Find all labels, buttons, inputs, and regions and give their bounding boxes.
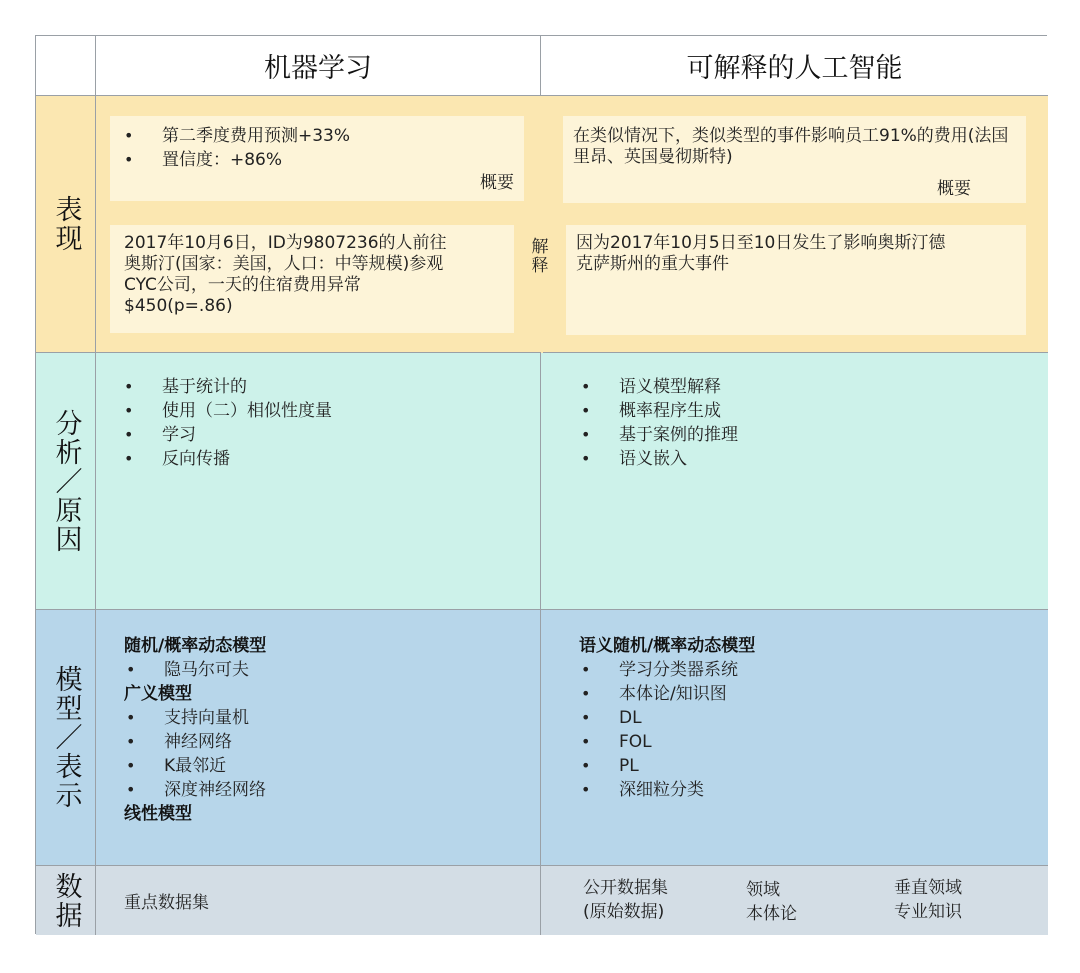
comparison-table	[35, 35, 1047, 934]
header-machine-learning	[96, 36, 541, 96]
xai-detail-box	[566, 225, 1026, 335]
ml-summary-tag: 概要	[480, 173, 514, 193]
ml-detail-line: 2017年10月6日，ID为9807236的人前往	[124, 233, 447, 253]
ml-analysis-item: • 使用（二）相似性度量	[122, 399, 540, 423]
ml-summary-item: • 第二季度费用预测+33%	[122, 124, 524, 148]
ml-data-text: 重点数据集	[124, 893, 209, 913]
xai-data-col: 公开数据集 (原始数据)	[583, 878, 668, 922]
ml-model-item: • 支持向量机	[124, 706, 540, 730]
xai-data-col: 垂直领域 专业知识	[894, 878, 962, 922]
row-label-representation: 表现	[36, 96, 96, 353]
ml-model-group-title: 随机/概率动态模型	[124, 636, 267, 656]
ml-model-group-title: 线性模型	[124, 804, 192, 824]
header-explainable-ai	[541, 36, 1048, 96]
xai-summary-text: 在类似情况下，类似类型的事件影响员工91%的费用(法国里昂、英国曼彻斯特)	[573, 126, 1009, 167]
ml-model-item: • K最邻近	[124, 754, 540, 778]
xai-model-item: • 学习分类器系统	[579, 658, 1048, 682]
ml-model-cell	[96, 610, 541, 866]
xai-model-item: • FOL	[579, 730, 1048, 754]
xai-title: 可解释的人工智能	[686, 53, 903, 84]
xai-data-col: 领域 本体论	[746, 880, 797, 924]
ml-title: 机器学习	[264, 53, 372, 84]
ml-analysis-item: • 反向传播	[122, 447, 540, 471]
explain-gap	[541, 96, 543, 353]
xai-model-title: 语义随机/概率动态模型	[579, 636, 756, 656]
row-label-data: 数据	[36, 866, 96, 935]
ml-model-group-title: 广义模型	[124, 684, 192, 704]
xai-analysis-cell	[541, 353, 1048, 610]
ml-detail-box	[110, 225, 514, 333]
xai-model-item: • 本体论/知识图	[579, 682, 1048, 706]
xai-analysis-item: • 语义模型解释	[579, 375, 1048, 399]
xai-summary-box	[563, 116, 1026, 203]
ml-summary-box	[110, 116, 524, 201]
xai-model-cell	[541, 610, 1048, 866]
explain-label: 解释	[531, 237, 549, 276]
ml-model-item: • 隐马尔可夫	[124, 658, 540, 682]
corner-cell	[36, 36, 96, 96]
xai-data-cell	[541, 866, 1048, 935]
ml-analysis-cell	[96, 353, 541, 610]
ml-analysis-item: • 学习	[122, 423, 540, 447]
xai-model-item: • DL	[579, 706, 1048, 730]
xai-detail-line: 因为2017年10月5日至10日发生了影响奥斯汀德	[576, 233, 946, 253]
xai-model-item: • PL	[579, 754, 1048, 778]
row-label-model: 模型／表示	[36, 610, 96, 866]
xai-analysis-item: • 语义嵌入	[579, 447, 1048, 471]
xai-analysis-item: • 概率程序生成	[579, 399, 1048, 423]
xai-model-item: • 深细粒分类	[579, 778, 1048, 802]
row-label-analysis: 分析／原因	[36, 353, 96, 610]
xai-detail-line: 克萨斯州的重大事件	[576, 254, 729, 274]
ml-detail-line: 奥斯汀(国家：美国，人口：中等规模)参观	[124, 254, 444, 274]
ml-detail-line: $450(p=.86)	[124, 296, 233, 316]
ml-data-cell	[96, 866, 541, 935]
xai-summary-tag: 概要	[937, 179, 971, 199]
xai-analysis-item: • 基于案例的推理	[579, 423, 1048, 447]
ml-analysis-item: • 基于统计的	[122, 375, 540, 399]
ml-summary-item: • 置信度：+86%	[122, 148, 524, 172]
ml-model-item: • 神经网络	[124, 730, 540, 754]
ml-detail-line: CYC公司，一天的住宿费用异常	[124, 275, 361, 295]
ml-model-item: • 深度神经网络	[124, 778, 540, 802]
